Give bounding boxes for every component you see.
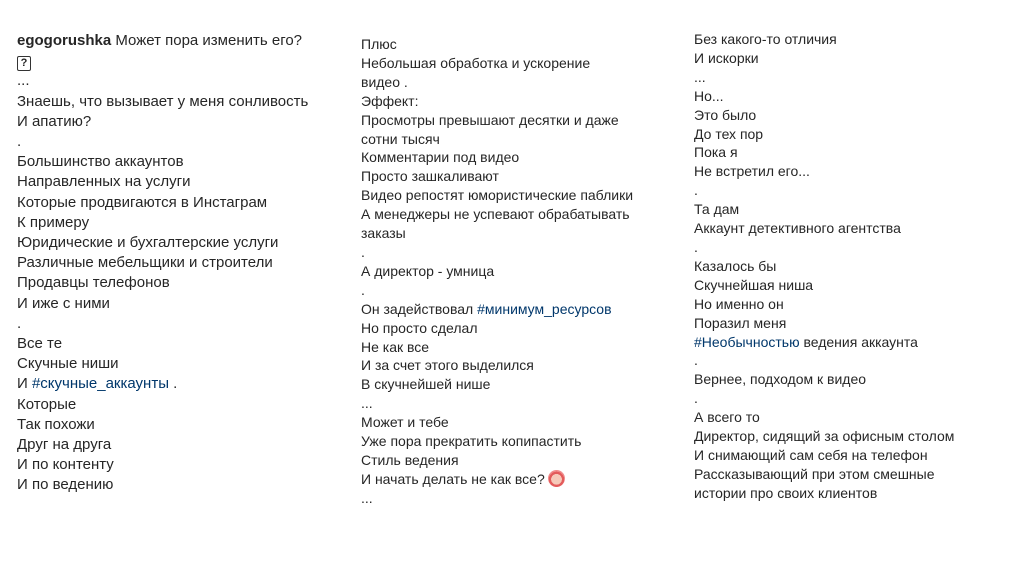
caption-line: Уже пора прекратить копипастить bbox=[361, 433, 582, 450]
caption-text: . bbox=[169, 375, 178, 393]
caption-column-3 bbox=[694, 30, 1019, 503]
caption-line: До тех пор bbox=[694, 125, 764, 142]
caption-line: ... bbox=[17, 72, 30, 90]
caption-line: И по контенту bbox=[17, 456, 114, 474]
caption-line: А всего то bbox=[694, 409, 760, 426]
hashtag-link[interactable]: #скучные_аккаунты bbox=[31, 375, 169, 393]
caption-first-line: Может пора изменить его? bbox=[115, 32, 303, 49]
caption-line: Продавцы телефонов bbox=[17, 274, 170, 292]
caption-line: Но именно он bbox=[694, 295, 784, 312]
caption-line: Небольшая обработка и ускорение bbox=[361, 54, 591, 71]
caption-line: Направленных на услуги bbox=[17, 173, 191, 191]
caption-line: Директор, сидящий за офисным столом bbox=[694, 428, 955, 445]
caption-line: Так похожи bbox=[17, 415, 95, 433]
caption-line: Комментарии под видео bbox=[361, 149, 520, 166]
caption-line: Скучнейшая ниша bbox=[694, 276, 814, 293]
caption-column-2 bbox=[361, 35, 681, 508]
caption-line: Это было bbox=[694, 106, 757, 123]
caption-line: Скучные ниши bbox=[17, 355, 119, 373]
caption-header bbox=[17, 31, 347, 51]
caption-line: Но просто сделал bbox=[361, 319, 478, 336]
caption-line bbox=[361, 470, 681, 489]
caption-line: А директор - умница bbox=[361, 262, 495, 279]
caption-line: И искорки bbox=[694, 49, 759, 66]
caption-line: Плюс bbox=[361, 36, 397, 52]
caption-line: . bbox=[361, 243, 365, 260]
caption-line: Эффект: bbox=[361, 92, 419, 109]
caption-line: И по ведению bbox=[17, 476, 114, 494]
caption-line: В скучнейшей нише bbox=[361, 376, 491, 393]
caption-text: Он задействовал bbox=[361, 300, 478, 317]
caption-line: Без какого-то отличия bbox=[694, 31, 837, 47]
clown-face-emoji-icon bbox=[548, 470, 565, 487]
caption-text: ведения аккаунта bbox=[799, 333, 918, 350]
caption-line: Может и тебе bbox=[361, 414, 449, 431]
caption-line: Которые bbox=[17, 395, 77, 413]
caption-line: . bbox=[361, 281, 365, 298]
caption-line: Юридические и бухгалтерские услуги bbox=[17, 234, 279, 252]
caption-line: . bbox=[694, 390, 698, 407]
caption-text: И bbox=[17, 375, 32, 393]
caption-line: Аккаунт детективного агентства bbox=[694, 220, 901, 237]
caption-hashtag-line bbox=[694, 333, 1019, 352]
caption-line: Вернее, подходом к видео bbox=[694, 371, 867, 388]
caption-line: Рассказывающий при этом смешные bbox=[694, 465, 935, 482]
caption-line: Большинство аккаунтов bbox=[17, 153, 184, 171]
caption-line: Просто зашкаливают bbox=[361, 168, 499, 185]
caption-line: Та дам bbox=[694, 201, 740, 218]
caption-line: Видео репостят юмористические паблики bbox=[361, 187, 634, 204]
caption-line: Различные мебельщики и строители bbox=[17, 254, 273, 272]
hashtag-link[interactable]: #Необычностью bbox=[694, 333, 800, 350]
username-link[interactable]: egogorushka bbox=[17, 32, 112, 49]
caption-line: Просмотры превышают десятки и даже bbox=[361, 111, 619, 128]
caption-line: видео . bbox=[361, 73, 408, 90]
caption-line: А менеджеры не успевают обрабатывать bbox=[361, 206, 630, 223]
caption-line: ... bbox=[361, 489, 373, 506]
caption-line: Не как все bbox=[361, 338, 430, 355]
caption-line: . bbox=[694, 352, 698, 369]
caption-line: Пока я bbox=[694, 144, 738, 161]
caption-hashtag-line bbox=[17, 374, 347, 394]
caption-line: И иже с ними bbox=[17, 294, 110, 312]
question-box-icon: ? bbox=[17, 56, 31, 71]
caption-line: сотни тысяч bbox=[361, 130, 440, 147]
caption-line: К примеру bbox=[17, 213, 90, 231]
caption-line: И апатию? bbox=[17, 112, 92, 130]
caption-line: . bbox=[17, 314, 22, 332]
caption-line: Но... bbox=[694, 87, 724, 104]
caption-line: Которые продвигаются в Инстаграм bbox=[17, 193, 268, 211]
caption-line: заказы bbox=[361, 225, 406, 242]
hashtag-link[interactable]: #минимум_ресурсов bbox=[477, 300, 612, 317]
caption-line: Стиль ведения bbox=[361, 451, 459, 468]
caption-hashtag-line bbox=[361, 300, 681, 319]
caption-line: ... bbox=[361, 395, 373, 412]
caption-line: . bbox=[694, 182, 698, 199]
caption-line: Все те bbox=[17, 335, 63, 353]
caption-line: . bbox=[17, 133, 22, 151]
caption-line: ... bbox=[694, 68, 706, 85]
caption-line: . bbox=[694, 238, 698, 255]
caption-line bbox=[17, 51, 347, 71]
caption-line: Не встретил его... bbox=[694, 163, 810, 180]
caption-line: Казалось бы bbox=[694, 257, 777, 274]
caption-column-1 bbox=[17, 31, 347, 496]
caption-line: Поразил меня bbox=[694, 314, 787, 331]
caption-text: И начать делать не как все? bbox=[361, 470, 545, 487]
caption-line: И снимающий сам себя на телефон bbox=[694, 446, 928, 463]
caption-line: истории про своих клиентов bbox=[694, 484, 878, 501]
caption-line: Друг на друга bbox=[17, 436, 112, 454]
caption-line: И за счет этого выделился bbox=[361, 357, 534, 374]
caption-line: Знаешь, что вызывает у меня сонливость bbox=[17, 92, 309, 110]
